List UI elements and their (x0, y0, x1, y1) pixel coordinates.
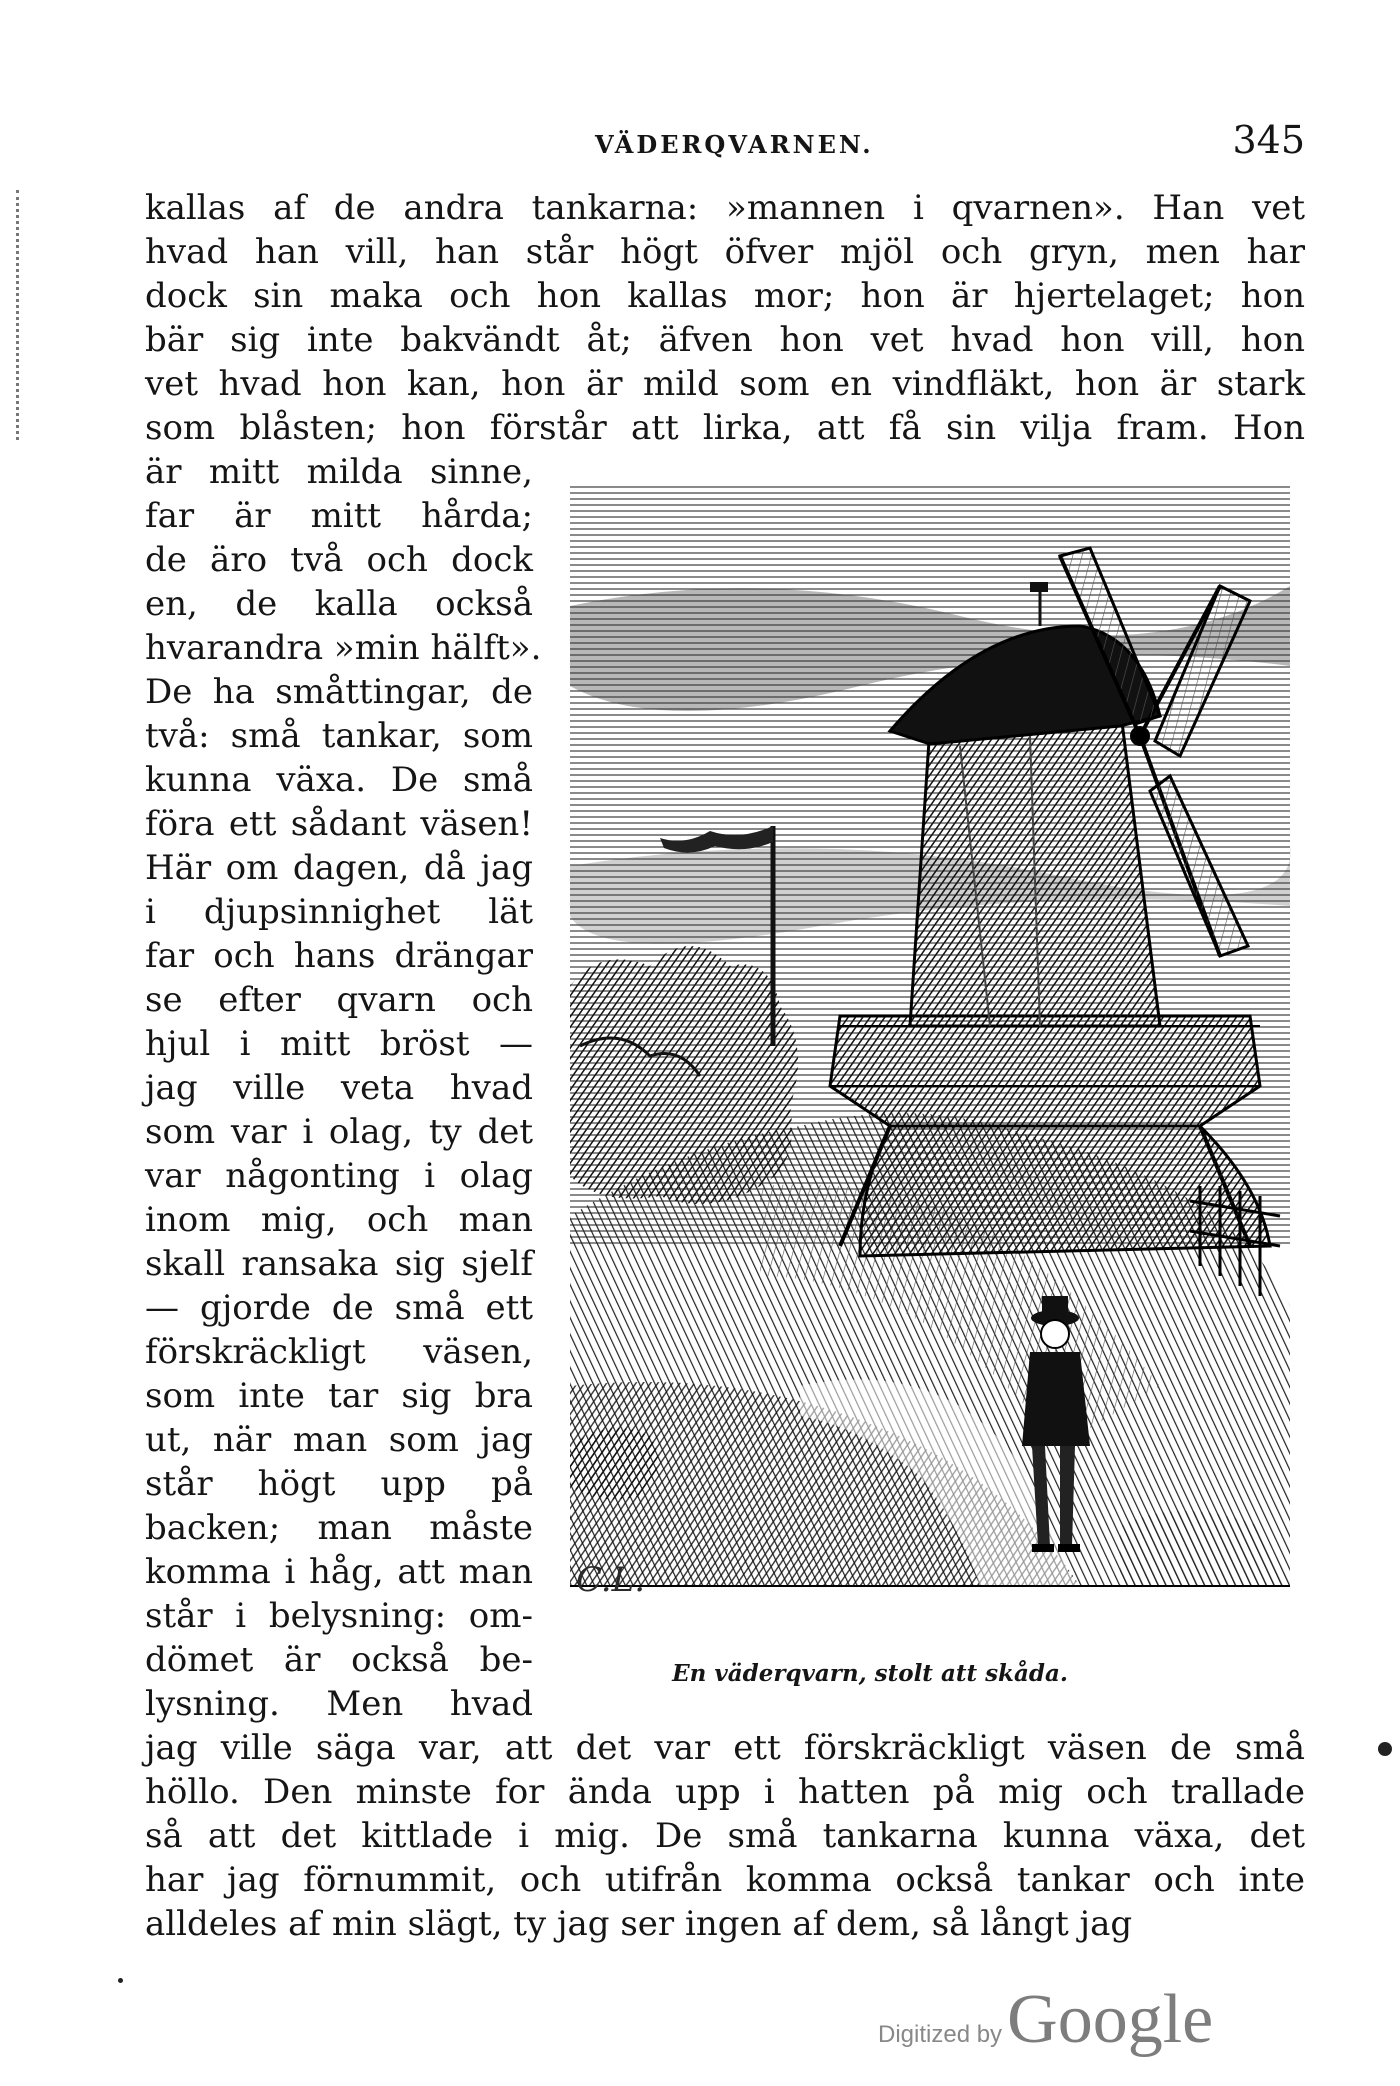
text-line: bär sig inte bakvändt åt; äfven hon vet hvad hon vill, hon (145, 320, 1305, 360)
text-line: en, de kalla också (145, 584, 533, 624)
text-line: förskräckligt väsen, (145, 1332, 533, 1372)
text-line: i djupsinnighet lät (145, 892, 533, 932)
text-line: lysning. Men hvad (145, 1684, 533, 1724)
text-line: komma i håg, att man (145, 1552, 533, 1592)
text-line: som var i olag, ty det (145, 1112, 533, 1152)
text-line: kunna växa. De små (145, 760, 533, 800)
text-line: var någonting i olag (145, 1156, 533, 1196)
windmill-engraving (560, 486, 1300, 1626)
text-line: jag ville säga var, att det var ett förskräckligt väsen de små (145, 1728, 1305, 1768)
text-line: dock sin maka och hon kallas mor; hon är hjertelaget; hon (145, 276, 1305, 316)
margin-dots (16, 190, 29, 440)
page-number: 345 (1232, 118, 1305, 162)
text-line: så att det kittlade i mig. De små tankarna kunna växa, det (145, 1816, 1305, 1856)
text-line: vet hvad hon kan, hon är mild som en vindfläkt, hon är stark (145, 364, 1305, 404)
text-line: dömet är också be- (145, 1640, 533, 1680)
text-line: hvarandra »min hälft». (145, 628, 542, 668)
text-line: som blåsten; hon förstår att lirka, att få sin vilja fram. Hon (145, 408, 1305, 448)
text-line: de äro två och dock (145, 540, 533, 580)
margin-dot (118, 1978, 123, 1983)
text-line: står i belysning: om- (145, 1596, 533, 1636)
text-line: jag ville veta hvad (145, 1068, 533, 1108)
text-line: inom mig, och man (145, 1200, 533, 1240)
text-line: två: små tankar, som (145, 716, 533, 756)
mill-gallery (830, 1016, 1260, 1126)
digitized-label: Digitized by (878, 2021, 1003, 2048)
google-logo: Google (1007, 1981, 1214, 2058)
text-line: far är mitt hårda; (145, 496, 533, 536)
text-line: far och hans drängar (145, 936, 533, 976)
text-line: är mitt milda sinne, (145, 452, 533, 492)
text-line: kallas af de andra tankarna: »mannen i qvarnen». Han vet (145, 188, 1305, 228)
text-line: alldeles af min slägt, ty jag ser ingen af dem, så långt jag (145, 1904, 1133, 1944)
text-line: hvad han vill, han står högt öfver mjöl och gryn, men har (145, 232, 1305, 272)
text-line: står högt upp på (145, 1464, 533, 1504)
bushes (570, 946, 798, 1204)
text-line: De ha småttingar, de (145, 672, 533, 712)
text-line: — gjorde de små ett (145, 1288, 533, 1328)
text-line: ut, när man som jag (145, 1420, 533, 1460)
page-header (145, 118, 1305, 168)
text-line: har jag förnummit, och utifrån komma också tankar och inte (145, 1860, 1305, 1900)
text-line: skall ransaka sig sjelf (145, 1244, 533, 1284)
artist-monogram: C.L. (576, 1560, 645, 1600)
margin-dot (1378, 1742, 1392, 1756)
mill-base (860, 1126, 1270, 1256)
text-line: backen; man måste (145, 1508, 533, 1548)
text-line: höllo. Den minste for ända upp i hatten på mig och trallade (145, 1772, 1305, 1812)
text-line: Här om dagen, då jag (145, 848, 533, 888)
text-line: hjul i mitt bröst — (145, 1024, 533, 1064)
figure-caption: En väderqvarn, stolt att skåda. (672, 1660, 1068, 1687)
digitized-footer (878, 1980, 1213, 2060)
running-title: VÄDERQVARNEN. (595, 130, 874, 159)
text-line: som inte tar sig bra (145, 1376, 533, 1416)
text-line: se efter qvarn och (145, 980, 533, 1020)
text-line: föra ett sådant väsen! (145, 804, 533, 844)
